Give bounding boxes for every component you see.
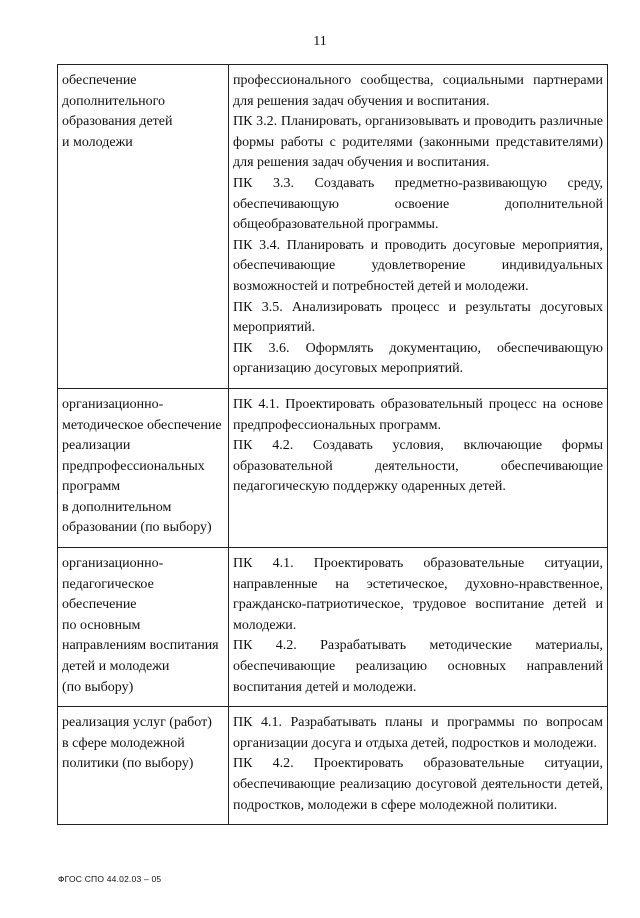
competency-paragraph: ПК 3.4. Планировать и проводить досуговые мероприятия, обеспечивающие удовлетворение индивидуальных возможностей и потребностей детей и молодежи. [233, 237, 603, 294]
activity-type-cell [58, 548, 229, 707]
activity-type-line: организационно- [62, 556, 164, 572]
activity-type-cell [58, 65, 229, 389]
competency-paragraph: ПК 4.1. Проектировать образовательный процесс на основе предпрофессиональных программ. [233, 396, 603, 433]
competency-paragraph: ПК 3.3. Создавать предметно-развивающую среду, обеспечивающую освоение дополнительной общеобразовательной программы. [233, 175, 603, 233]
activity-type-line: образовании (по выбору) [62, 520, 212, 536]
table-row [58, 707, 608, 825]
activity-type-line: программ [62, 479, 121, 495]
competencies-cell [229, 707, 608, 825]
competency-paragraph: ПК 3.2. Планировать, организовывать и проводить различные формы работы с родителями (законными представителями) для решения задач обучения и воспитания. [233, 114, 603, 171]
competency-paragraph: ПК 4.2. Разрабатывать методические материалы, обеспечивающие реализацию основных направлений воспитания детей и молодежи. [233, 638, 603, 695]
competency-paragraph: ПК 4.2. Создавать условия, включающие формы образовательной деятельности, обеспечивающие педагогическую поддержку одаренных детей. [233, 438, 603, 495]
activity-type-line: образования детей [62, 114, 173, 130]
competency-paragraph: профессионального сообщества, социальными партнерами для решения задач обучения и воспитания. [233, 73, 603, 109]
activity-type-line: и молодежи [62, 134, 133, 150]
activity-type-line: дополнительного [62, 93, 165, 109]
competency-paragraph: ПК 3.6. Оформлять документацию, обеспечивающую организацию досуговых мероприятий. [233, 340, 603, 377]
activity-type-line: в сфере молодежной [62, 735, 185, 751]
competency-paragraph: ПК 4.2. Проектировать образовательные ситуации, обеспечивающие реализацию досуговой деятельности детей, подростков, молодежи в сфере молодежной политики. [233, 756, 603, 813]
activity-type-line: реализация услуг (работ) [62, 715, 212, 731]
activity-type-cell [58, 707, 229, 825]
competencies-cell [229, 388, 608, 547]
activity-type-line: педагогическое [62, 576, 154, 592]
activity-type-line: методическое обеспечение [62, 417, 222, 433]
document-footer: ФГОС СПО 44.02.03 – 05 [58, 874, 162, 884]
competencies-cell [229, 65, 608, 389]
page-number: 11 [313, 34, 327, 49]
activity-type-line: обеспечение [62, 597, 137, 613]
activity-type-line: детей и молодежи [62, 659, 170, 675]
competency-paragraph: ПК 4.1. Разрабатывать планы и программы по вопросам организации досуга и отдыха детей, подростков и молодежи. [233, 715, 603, 751]
competencies-table [57, 64, 608, 825]
activity-type-line: организационно- [62, 396, 164, 412]
competency-paragraph: ПК 3.5. Анализировать процесс и результаты досуговых мероприятий. [233, 299, 603, 336]
competency-paragraph: ПК 4.1. Проектировать образовательные ситуации, направленные на эстетическое, духовно-нравственное, гражданско-патриотическое, трудовое воспитание детей и молодежи. [233, 556, 603, 633]
activity-type-line: (по выбору) [62, 679, 134, 695]
table-row [58, 548, 608, 707]
activity-type-line: предпрофессиональных [62, 458, 205, 474]
activity-type-line: направлениям воспитания [62, 638, 219, 654]
activity-type-line: обеспечение [62, 73, 137, 88]
activity-type-cell [58, 388, 229, 547]
activity-type-line: политики (по выбору) [62, 756, 194, 772]
activity-type-line: в дополнительном [62, 499, 172, 515]
activity-type-line: по основным [62, 617, 141, 633]
table-row [58, 388, 608, 547]
activity-type-line: реализации [62, 438, 131, 454]
table-row [58, 65, 608, 389]
table-body [58, 65, 608, 825]
competencies-cell [229, 548, 608, 707]
